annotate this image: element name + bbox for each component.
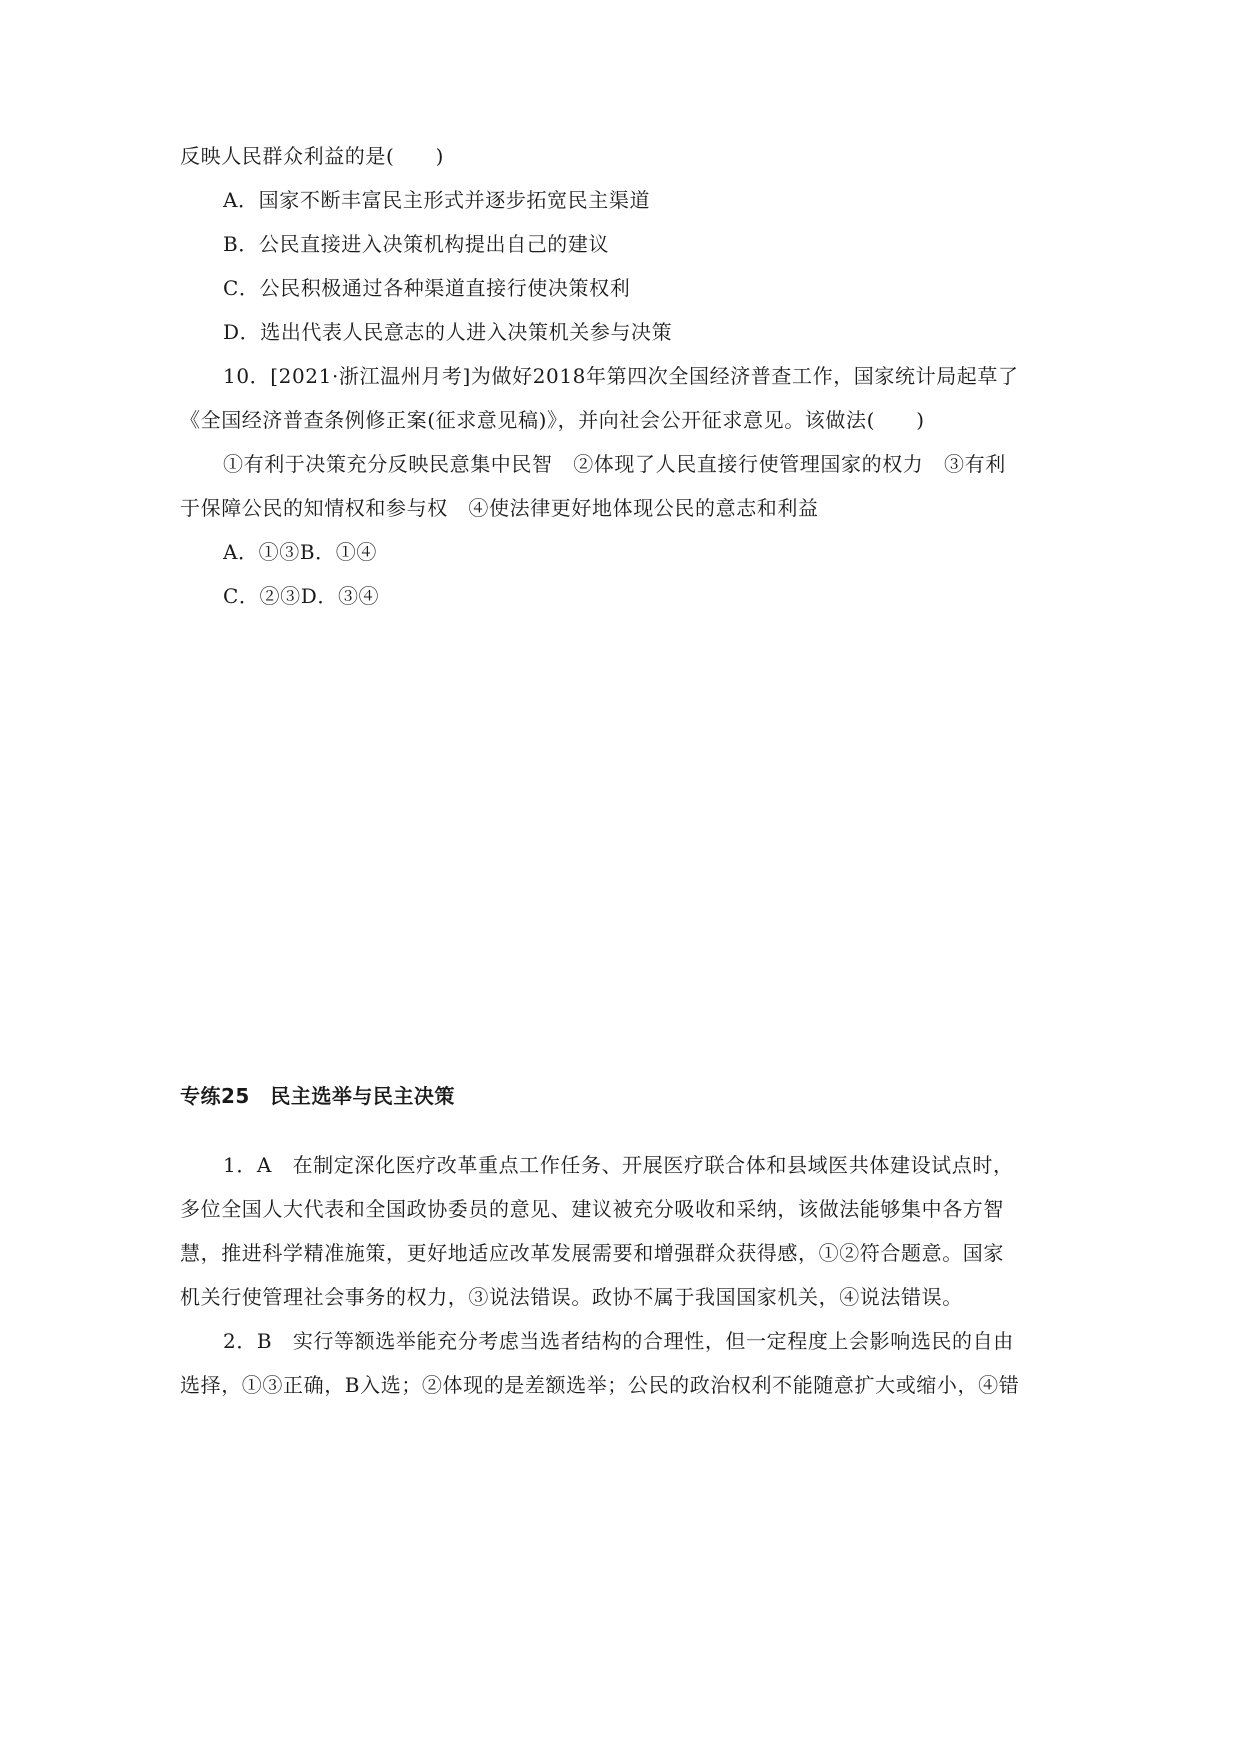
question-10-options-cd: C．②③D．③④ xyxy=(223,584,380,608)
q9-option-a: A．国家不断丰富民主形式并逐步拓宽民主渠道 xyxy=(223,188,651,212)
q9-option-b: B．公民直接进入决策机构提出自己的建议 xyxy=(223,232,610,256)
q9-option-d: D．选出代表人民意志的人进入决策机关参与决策 xyxy=(223,320,673,344)
question-10-options-ab: A．①③B．①④ xyxy=(223,540,377,564)
answer-1-line3: 慧，推进科学精准施策，更好地适应改革发展需要和增强群众获得感，①②符合题意。国家 xyxy=(180,1241,1004,1265)
answer-1-line2: 多位全国人大代表和全国政协委员的意见、建议被充分吸收和采纳，该做法能够集中各方智 xyxy=(180,1197,1004,1221)
answer-1-line4: 机关行使管理社会事务的权力，③说法错误。政协不属于我国国家机关，④说法错误。 xyxy=(180,1285,963,1309)
question-10-statements-line2: 于保障公民的知情权和参与权 ④使法律更好地体现公民的意志和利益 xyxy=(180,496,819,520)
question-10-stem-line1: 10．[2021·浙江温州月考]为做好2018年第四次全国经济普查工作，国家统计局起草了 xyxy=(223,364,1019,388)
answer-2-line1: 2．B 实行等额选举能充分考虑当选者结构的合理性，但一定程度上会影响选民的自由 xyxy=(223,1329,1014,1353)
question-9-tail: 反映人民群众利益的是( ) xyxy=(180,144,445,168)
answers-section-title: 专练25 民主选举与民主决策 xyxy=(180,1084,455,1108)
answer-2-line2: 选择，①③正确，B入选；②体现的是差额选举；公民的政治权利不能随意扩大或缩小，④错 xyxy=(180,1373,1020,1397)
q9-option-c: C．公民积极通过各种渠道直接行使决策权利 xyxy=(223,276,631,300)
answer-1-line1: 1．A 在制定深化医疗改革重点工作任务、开展医疗联合体和县域医共体建设试点时， xyxy=(223,1153,1014,1177)
question-10-stem-line2: 《全国经济普查条例修正案(征求意见稿)》，并向社会公开征求意见。该做法( ) xyxy=(180,408,925,432)
question-10-statements-line1: ①有利于决策充分反映民意集中民智 ②体现了人民直接行使管理国家的权力 ③有利 xyxy=(223,452,1006,476)
